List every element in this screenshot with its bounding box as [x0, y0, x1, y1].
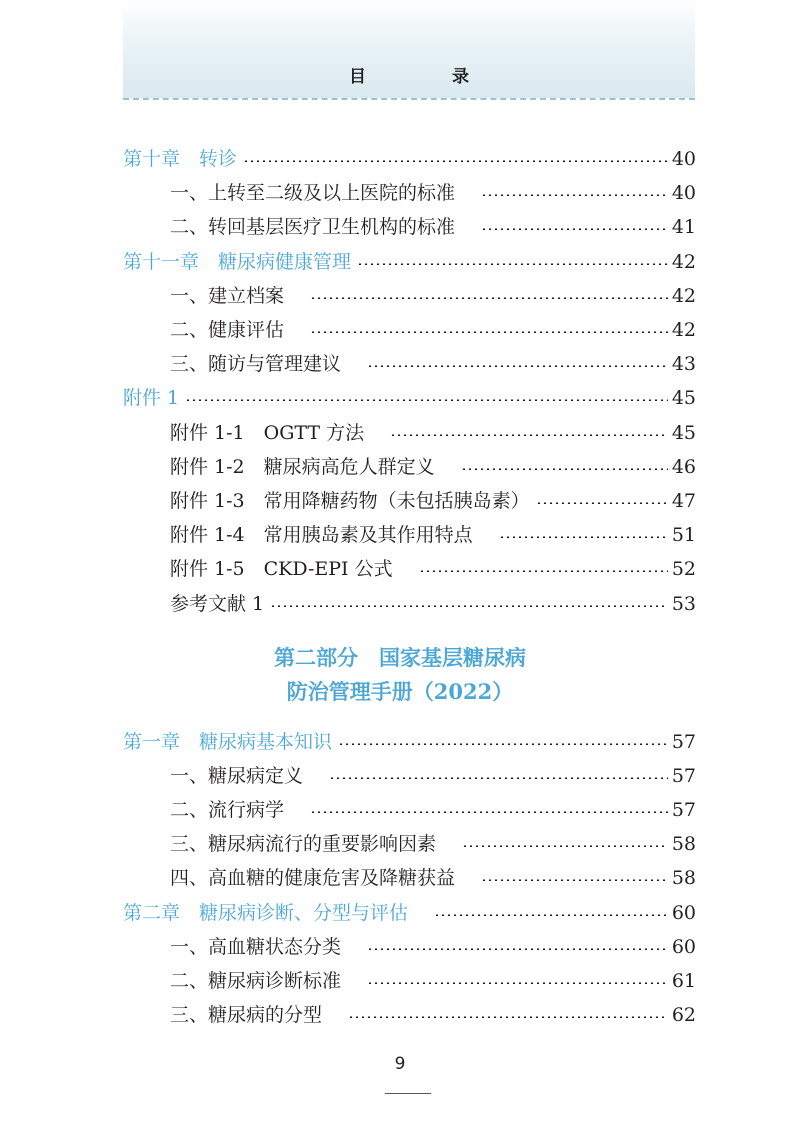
dot-leader — [462, 845, 668, 847]
toc-entry-title: 附件 1-2 糖尿病高危人群定义 — [170, 456, 435, 478]
dot-leader — [310, 331, 668, 333]
toc-entry-chapter[interactable] — [123, 725, 696, 759]
toc-entry-title: 第一章 糖尿病基本知识 — [123, 731, 333, 753]
toc-entry-title: 附件 1-4 常用胰岛素及其作用特点 — [170, 524, 473, 546]
toc-entry-chapter[interactable] — [123, 245, 696, 279]
toc-entry-section[interactable] — [170, 861, 696, 895]
toc-entry-page: 58 — [671, 867, 696, 889]
toc-entry-title: 三、随访与管理建议 — [170, 353, 342, 375]
dot-leader — [243, 160, 668, 162]
toc-entry-section[interactable] — [170, 930, 696, 964]
toc-entry-page: 60 — [671, 902, 696, 924]
dot-leader — [270, 605, 668, 607]
part-heading-line1: 第二部分 国家基层糖尿病 — [274, 645, 526, 670]
page-title: 目 录 — [349, 67, 509, 87]
toc-entry-title: 第二章 糖尿病诊断、分型与评估 — [123, 902, 409, 924]
toc-entry-section[interactable] — [170, 759, 696, 793]
toc-entry-page: 42 — [671, 319, 696, 341]
toc-entry-page: 57 — [671, 731, 696, 753]
toc-entry-title: 第十一章 糖尿病健康管理 — [123, 251, 352, 273]
toc-entry-section[interactable] — [170, 279, 696, 313]
toc-entry-title: 附件 1-3 常用降糖药物（未包括胰岛素） — [170, 490, 530, 512]
dot-leader — [390, 434, 668, 436]
toc-entry-title: 二、转回基层医疗卫生机构的标准 — [170, 216, 456, 238]
toc-entry-page: 53 — [671, 593, 696, 615]
toc-entry-section[interactable] — [170, 998, 696, 1032]
footer-rule — [385, 1093, 431, 1094]
toc-entry-title: 附件 1-1 OGTT 方法 — [170, 422, 365, 444]
dot-leader — [481, 879, 668, 881]
toc-entry-section[interactable] — [170, 347, 696, 381]
toc-entry-page: 57 — [671, 765, 696, 787]
toc-entry-chapter[interactable] — [123, 142, 696, 176]
toc-entry-section[interactable] — [170, 587, 696, 621]
dot-leader — [461, 468, 668, 470]
toc-entry-section[interactable] — [170, 552, 696, 586]
dot-leader — [536, 502, 668, 504]
toc-entry-section[interactable] — [170, 450, 696, 484]
toc-entry-section[interactable] — [170, 964, 696, 998]
toc-entry-title: 三、糖尿病的分型 — [170, 1004, 323, 1026]
toc-entry-title: 一、上转至二级及以上医院的标准 — [170, 182, 456, 204]
toc-entry-page: 42 — [671, 251, 696, 273]
dot-leader — [499, 536, 668, 538]
toc-entry-section[interactable] — [170, 313, 696, 347]
toc-entry-page: 45 — [671, 422, 696, 444]
toc-entry-page: 60 — [671, 936, 696, 958]
toc-entry-title: 二、健康评估 — [170, 319, 285, 341]
toc-entry-title: 一、糖尿病定义 — [170, 765, 304, 787]
dot-leader — [367, 982, 668, 984]
dot-leader — [185, 399, 668, 401]
toc-entry-title: 一、建立档案 — [170, 285, 285, 307]
dot-leader — [329, 777, 668, 779]
toc-entry-section[interactable] — [170, 176, 696, 210]
toc-entry-section[interactable] — [170, 827, 696, 861]
toc-entry-page: 41 — [671, 216, 696, 238]
toc-entry-page: 57 — [671, 799, 696, 821]
dot-leader — [367, 365, 668, 367]
toc-entry-page: 62 — [671, 1004, 696, 1026]
toc-entry-section[interactable] — [170, 484, 696, 518]
toc-entry-page: 51 — [671, 524, 696, 546]
dot-leader — [338, 743, 668, 745]
toc-entry-page: 61 — [671, 970, 696, 992]
toc-entry-page: 40 — [671, 182, 696, 204]
toc-entry-section[interactable] — [170, 793, 696, 827]
toc-entry-title: 四、高血糖的健康危害及降糖获益 — [170, 867, 456, 889]
dot-leader — [481, 194, 668, 196]
part-heading-line2: 防治管理手册（2022） — [286, 679, 514, 704]
toc-entry-page: 45 — [671, 387, 696, 409]
toc-entry-page: 42 — [671, 285, 696, 307]
toc-entry-title: 二、糖尿病诊断标准 — [170, 970, 342, 992]
toc-entry-section[interactable] — [170, 416, 696, 450]
toc-entry-page: 40 — [671, 148, 696, 170]
dot-leader — [357, 263, 668, 265]
dot-leader — [348, 1016, 668, 1018]
toc-entry-chapter[interactable] — [123, 381, 696, 415]
toc-entry-title: 附件 1-5 CKD-EPI 公式 — [170, 558, 393, 580]
dot-leader — [367, 948, 668, 950]
toc-entry-page: 47 — [671, 490, 696, 512]
toc-entry-title: 三、糖尿病流行的重要影响因素 — [170, 833, 437, 855]
toc-entry-section[interactable] — [170, 210, 696, 244]
dot-leader — [310, 811, 668, 813]
toc-entry-title: 附件 1 — [123, 387, 180, 409]
toc-entry-title: 一、高血糖状态分类 — [170, 936, 342, 958]
toc-entry-title: 二、流行病学 — [170, 799, 285, 821]
dot-leader — [434, 914, 668, 916]
toc-entry-page: 58 — [671, 833, 696, 855]
page-number: 9 — [394, 1054, 406, 1074]
toc-entry-title: 第十章 转诊 — [123, 148, 238, 170]
toc-entry-page: 43 — [671, 353, 696, 375]
toc-entry-page: 46 — [671, 456, 696, 478]
dot-leader — [419, 570, 668, 572]
dot-leader — [481, 228, 668, 230]
toc-entry-chapter[interactable] — [123, 896, 696, 930]
dot-leader — [310, 297, 668, 299]
toc-entry-section[interactable] — [170, 518, 696, 552]
toc-entry-page: 52 — [671, 558, 696, 580]
page-header — [123, 0, 695, 100]
toc-entry-title: 参考文献 1 — [170, 593, 265, 615]
